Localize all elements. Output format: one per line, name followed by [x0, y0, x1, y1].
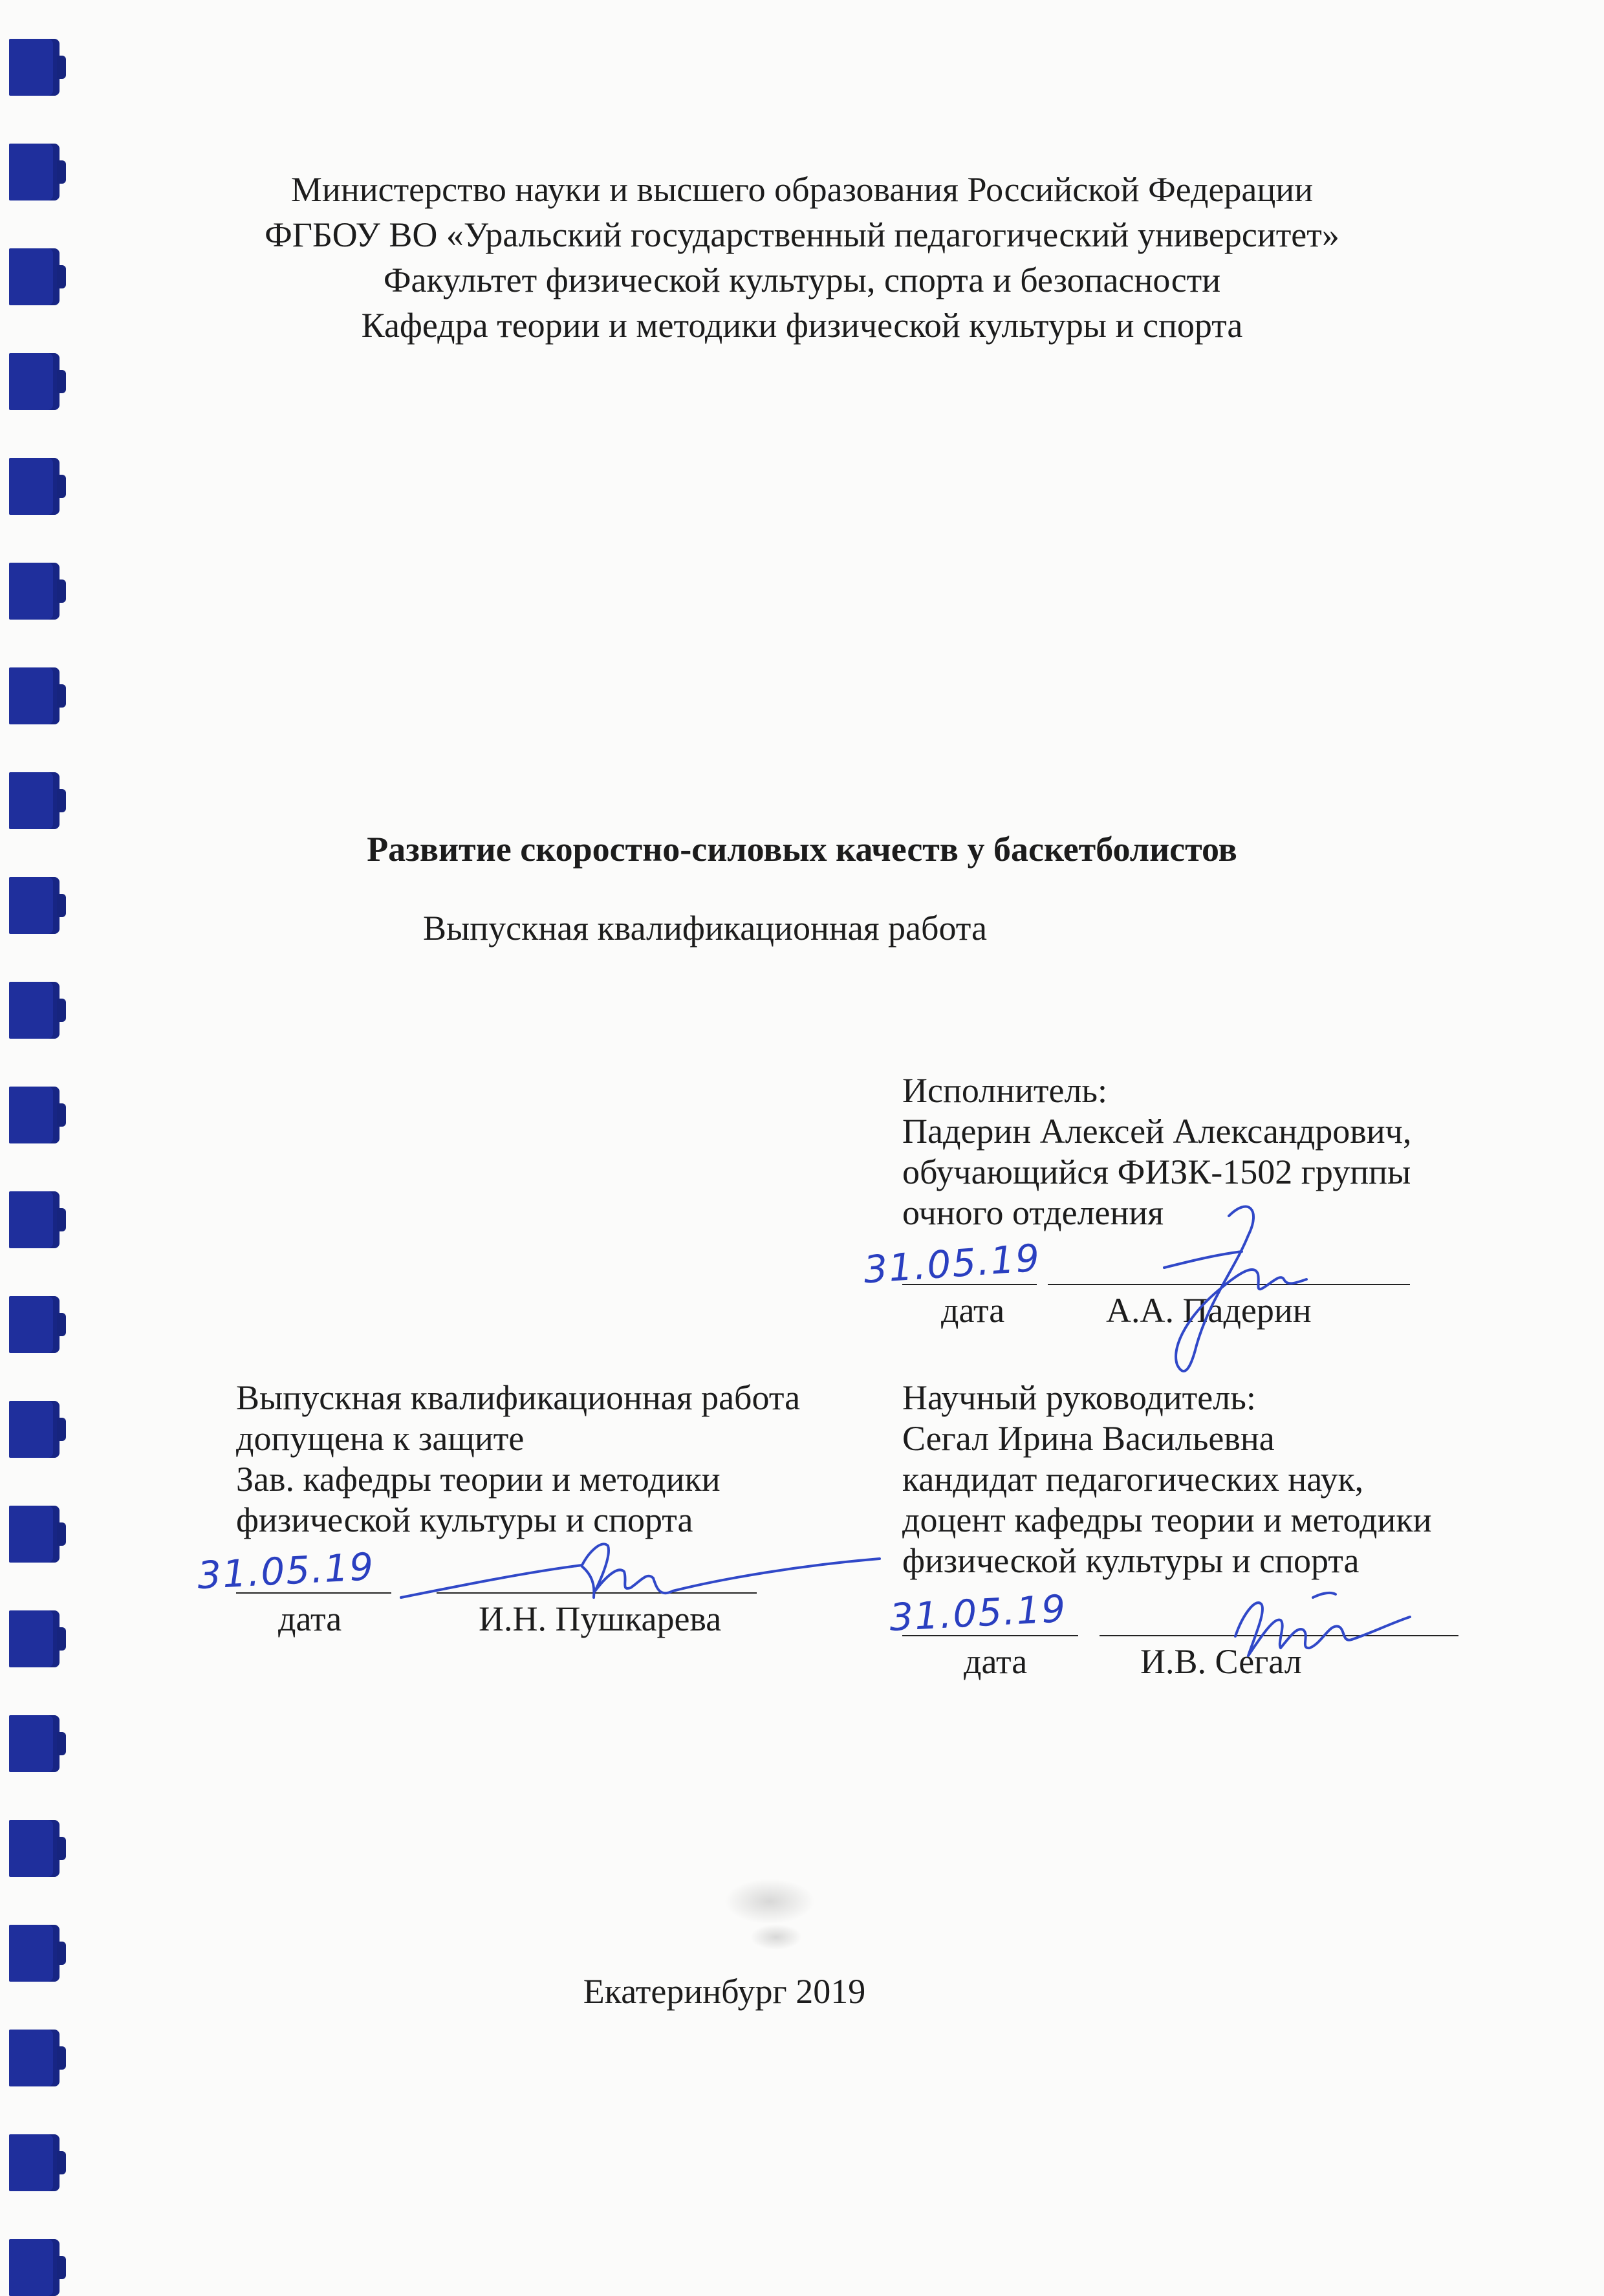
- admission-line4: физической культуры и спорта: [236, 1500, 693, 1539]
- executor-signature: [1151, 1190, 1319, 1384]
- binding-tooth: [9, 1296, 60, 1353]
- binding-tooth: [9, 39, 60, 96]
- supervisor-degree: кандидат педагогических наук,: [902, 1460, 1364, 1499]
- binding-tooth: [9, 1820, 60, 1877]
- binding-tooth: [9, 2030, 60, 2086]
- city-year: Екатеринбург 2019: [583, 1972, 866, 2011]
- university-line: ФГБОУ ВО «Уральский государственный педагогический университет»: [265, 215, 1339, 254]
- scan-smudge: [750, 1924, 802, 1950]
- admission-line3: Зав. кафедры теории и методики: [236, 1460, 721, 1499]
- executor-group: обучающийся ФИЗК-1502 группы: [902, 1153, 1411, 1191]
- thesis-type: Выпускная квалификационная работа: [422, 909, 988, 948]
- executor-date-caption: дата: [941, 1291, 1005, 1330]
- binding-tooth: [9, 1087, 60, 1143]
- supervisor-name: Сегал Ирина Васильевна: [902, 1419, 1275, 1458]
- supervisor-block: [902, 1378, 1431, 1581]
- binding-tooth: [9, 1506, 60, 1563]
- faculty-line: Факультет физической культуры, спорта и безопасности: [383, 261, 1221, 299]
- executor-date-handwritten: 31.05.19: [862, 1235, 1043, 1292]
- supervisor-date-handwritten: 31.05.19: [888, 1586, 1068, 1640]
- executor-label: Исполнитель:: [902, 1071, 1108, 1110]
- department-line: Кафедра теории и методики физической культуры и спорта: [361, 306, 1243, 345]
- supervisor-position-2: физической культуры и спорта: [902, 1541, 1360, 1580]
- supervisor-date-caption: дата: [964, 1642, 1028, 1681]
- admission-block: [236, 1378, 800, 1541]
- ministry-line: Министерство науки и высшего образования Российской Федерации: [290, 170, 1314, 209]
- binding-tooth: [9, 1401, 60, 1458]
- executor-date-line: [902, 1284, 1037, 1285]
- admission-signature: [388, 1526, 893, 1630]
- supervisor-label: Научный руководитель:: [902, 1378, 1256, 1417]
- executor-department: очного отделения: [902, 1193, 1164, 1232]
- scan-smudge: [724, 1879, 815, 1924]
- admission-line2: допущена к защите: [236, 1419, 525, 1458]
- binding-tooth: [9, 563, 60, 620]
- binding-tooth: [9, 1610, 60, 1667]
- binding-tooth: [9, 2239, 60, 2296]
- binding-tooth: [9, 1715, 60, 1772]
- admission-date-handwritten: 31.05.19: [196, 1544, 376, 1598]
- binding-tooth: [9, 2134, 60, 2191]
- admission-line1: Выпускная квалификационная работа: [236, 1378, 801, 1417]
- executor-name: Падерин Алексей Александрович,: [902, 1112, 1412, 1151]
- admission-signature-caption: И.Н. Пушкарева: [479, 1599, 722, 1638]
- binding-tooth: [9, 982, 60, 1039]
- supervisor-signature-caption: И.В. Сегал: [1140, 1642, 1302, 1681]
- binding-tooth: [9, 1191, 60, 1248]
- binding-tooth: [9, 353, 60, 410]
- binding-tooth: [9, 667, 60, 724]
- admission-date-caption: дата: [278, 1599, 342, 1638]
- supervisor-date-line: [902, 1635, 1078, 1636]
- binding-tooth: [9, 772, 60, 829]
- executor-signature-caption: А.А. Падерин: [1106, 1291, 1312, 1330]
- binding-tooth: [9, 458, 60, 515]
- supervisor-position: доцент кафедры теории и методики: [902, 1500, 1432, 1539]
- admission-date-line: [236, 1592, 391, 1594]
- supervisor-signature: [1216, 1572, 1423, 1688]
- thesis-title: Развитие скоростно-силовых качеств у баскетболистов: [367, 830, 1237, 869]
